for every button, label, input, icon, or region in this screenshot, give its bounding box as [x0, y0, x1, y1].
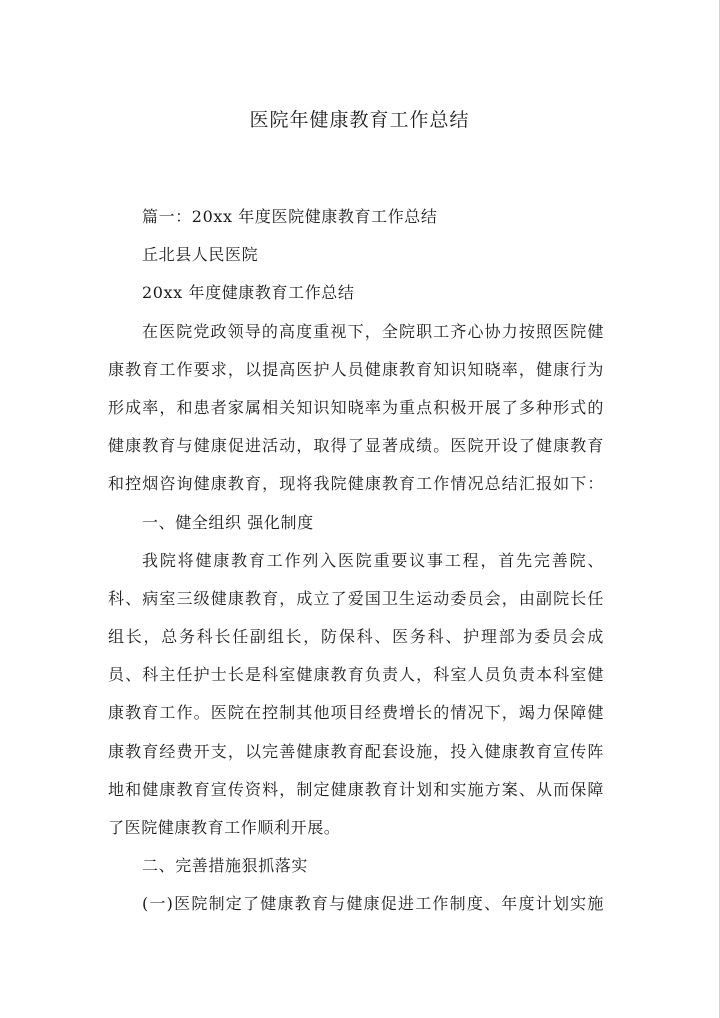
text-line: 组长，总务科长任副组长，防保科、医务科、护理部为委员会成	[108, 627, 604, 647]
text-line: 康教育工作。医院在控制其他项目经费增长的情况下，竭力保障健	[108, 703, 604, 723]
text-line: 康教育工作要求，以提高医护人员健康教育知识知晓率，健康行为	[108, 359, 604, 379]
text-line: 我院将健康教育工作列入医院重要议事工程，首先完善院、	[142, 550, 604, 570]
text-line: 一、健全组织 强化制度	[142, 512, 314, 532]
text-line: 了医院健康教育工作顺利开展。	[108, 818, 341, 837]
text-line: 丘北县人民医院	[142, 245, 259, 265]
text-line: 形成率，和患者家属相关知识知晓率为重点积极开展了多种形式的	[108, 397, 604, 417]
text-line: 二、完善措施狠抓落实	[142, 856, 309, 876]
text-line: 在医院党政领导的高度重视下，全院职工齐心协力按照医院健	[142, 321, 604, 341]
text-line: 和控烟咨询健康教育，现将我院健康教育工作情况总结汇报如下：	[108, 474, 604, 494]
text-line: 康教育经费开支，以完善健康教育配套设施，投入健康教育宣传阵	[108, 741, 604, 761]
text-line: 健康教育与健康促进活动，取得了显著成绩。医院开设了健康教育	[108, 436, 604, 456]
text-line: 员、科主任护士长是科室健康教育负责人，科室人员负责本科室健	[108, 665, 604, 685]
document-body	[108, 198, 604, 924]
text-line: 篇一：20xx 年度医院健康教育工作总结	[142, 207, 438, 226]
text-line: 地和健康教育宣传资料，制定健康教育计划和实施方案、从而保障	[108, 779, 604, 799]
text-line: 20xx 年度健康教育工作总结	[142, 283, 355, 303]
text-line: (一)医院制定了健康教育与健康促进工作制度、年度计划实施	[142, 894, 604, 914]
text-line: 科、病室三级健康教育，成立了爱国卫生运动委员会，由副院长任	[108, 588, 604, 608]
document-title: 医院年健康教育工作总结	[249, 109, 470, 131]
